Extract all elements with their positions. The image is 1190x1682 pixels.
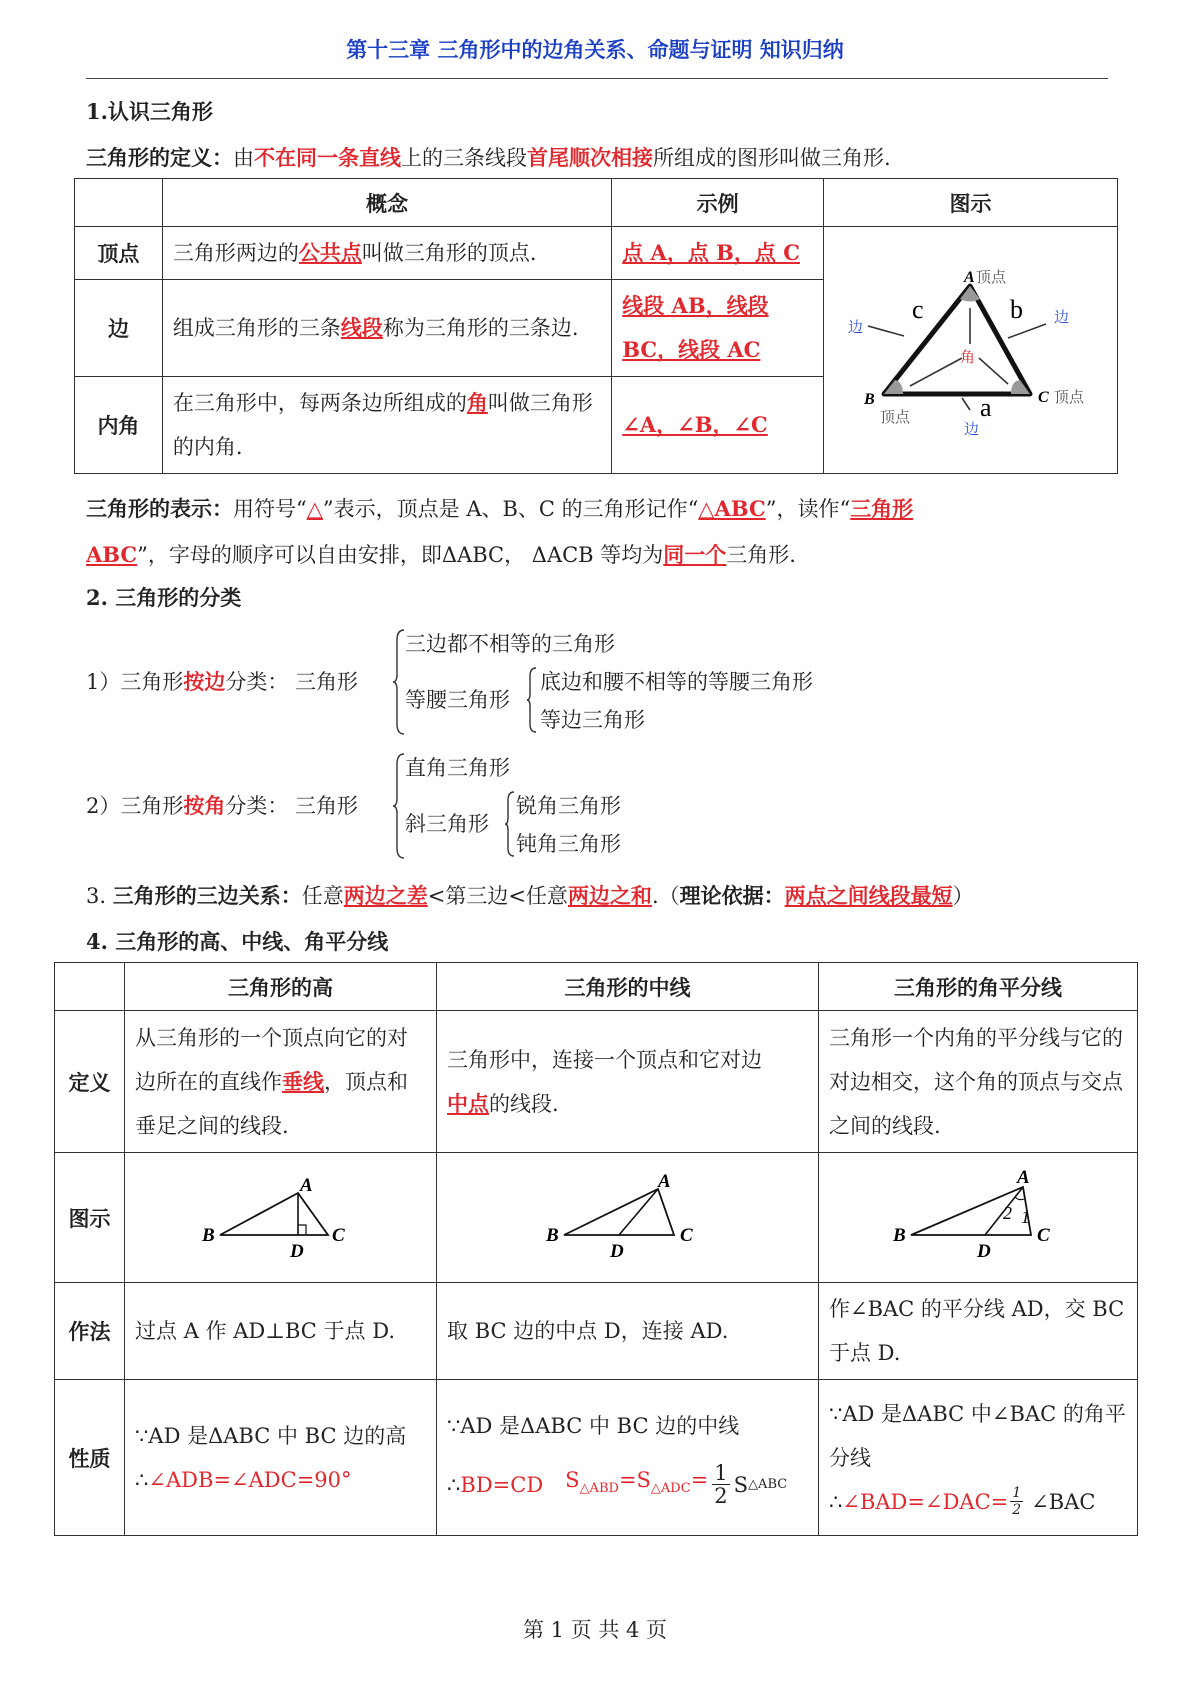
median-area-eq2: = [690, 1467, 709, 1492]
section-2-heading-text: 2. 三角形的分类 [86, 585, 242, 610]
special-table-corner [55, 963, 125, 1011]
side-example-line-2: BC，线段 AC [622, 337, 761, 362]
vertex-concept-text: 三角形两边的 [172, 241, 299, 265]
bisector-property [818, 1380, 1137, 1536]
bisector-half-fraction [1010, 1485, 1023, 1518]
median-method: 取 BC 边的中点 D，连接 AD. [437, 1283, 819, 1380]
classify-sides-iso-unequal: 底边和腰不相等的等腰三角形 [540, 670, 813, 694]
bisector-prop-result: ∠BAD=∠DAC= [842, 1489, 1009, 1514]
bisector-fig-b: B [893, 1225, 907, 1246]
notation-text-5: 三角形. [726, 543, 796, 567]
side-example-line-1: 线段 AB，线段 [622, 293, 769, 318]
fig-side-a: a [980, 392, 993, 422]
section-4-heading [86, 926, 388, 956]
fig-edge-label-right: 边 [1054, 307, 1070, 326]
median-area-s2-sub: △ADC [650, 1481, 691, 1497]
vertex-concept [162, 227, 611, 280]
section-2-heading [86, 582, 241, 612]
median-header: 三角形的中线 [437, 963, 819, 1011]
classify-sides-isosceles: 等腰三角形 [405, 688, 510, 712]
notation-read-2: ABC [86, 542, 138, 567]
row-label-vertex: 顶点 [75, 227, 163, 280]
concept-table-corner [75, 179, 163, 227]
median-area-s3-sub: △ABC [748, 1476, 788, 1492]
bisector-fig-a: A [1017, 1167, 1031, 1188]
classify-angles-right: 直角三角形 [405, 756, 510, 780]
side-concept-text: 组成三角形的三条 [172, 316, 341, 340]
definition-key-1: 不在同一条直线 [254, 145, 401, 170]
definition-text-3: 所组成的图形叫做三角形. [653, 146, 891, 170]
section-3-basis-label: 理论依据： [679, 883, 785, 908]
altitude-def-key: 垂线 [282, 1068, 325, 1094]
section-3-sum: 两边之和 [567, 883, 652, 908]
section-3-three-sides [86, 880, 974, 910]
fig-side-c: c [912, 294, 925, 324]
median-prop-area [565, 1460, 708, 1509]
bisector-half-num: 1 [1012, 1485, 1022, 1501]
page-number: 第 1 页 共 4 页 [522, 1618, 668, 1642]
brace-angles-outer [392, 752, 406, 860]
median-fig-b: B [545, 1225, 559, 1246]
bisector-half-den: 2 [1012, 1502, 1022, 1518]
median-half-fraction [712, 1462, 729, 1507]
altitude-prop-line-1: ∵AD 是ΔABC 中 BC 边的高 [135, 1423, 407, 1448]
median-fig-a: A [657, 1171, 671, 1192]
median-prop-therefore: ∴ [447, 1472, 461, 1497]
brace-sides-inner [526, 666, 538, 734]
altitude-fig-d: D [289, 1241, 304, 1262]
bisector-prop-therefore: ∴ [828, 1489, 843, 1514]
header-rule [86, 78, 1108, 79]
section-3-difference: 两边之差 [343, 883, 428, 908]
median-definition [437, 1011, 819, 1153]
angle-example-text: ∠A，∠B，∠C [622, 412, 768, 437]
altitude-property [125, 1380, 437, 1536]
fig-vertex-a: A [964, 268, 976, 286]
special-lines-table [54, 962, 1138, 1536]
altitude-header: 三角形的高 [125, 963, 437, 1011]
row-label-angle: 内角 [75, 377, 163, 474]
classify-sides-equilateral: 等边三角形 [540, 708, 645, 732]
section-3-text-3: .（ [651, 884, 680, 908]
triangle-notation [86, 486, 1116, 578]
altitude-definition [125, 1011, 437, 1153]
classify-angles-key: 按角 [183, 793, 226, 818]
triangle-figure-cell [823, 227, 1117, 474]
angle-example [612, 377, 824, 474]
altitude-figure [126, 1153, 436, 1277]
angle-concept [162, 377, 611, 474]
median-property [437, 1380, 819, 1536]
fig-vertex-b: B [864, 390, 876, 408]
altitude-fig-c: C [331, 1225, 345, 1246]
section-3-text-4: ） [952, 884, 974, 908]
section-3-text-2: <第三边<任意 [427, 884, 568, 908]
concept-table [74, 178, 1118, 474]
median-prop-result: BD=CD [460, 1472, 544, 1497]
bisector-fig-c: C [1037, 1225, 1051, 1246]
classify-angles-oblique: 斜三角形 [405, 812, 489, 836]
median-def-text: 三角形中，连接一个顶点和它对边 [447, 1047, 763, 1072]
median-def-key: 中点 [447, 1090, 490, 1116]
notation-read-1: 三角形 [850, 496, 914, 521]
notation-same: 同一个 [663, 542, 727, 567]
bisector-fig-angle-1: 1 [1021, 1207, 1031, 1227]
bisector-fig-d: D [977, 1241, 992, 1262]
brace-sides-outer [392, 628, 406, 736]
fig-angle-label: 角 [960, 347, 976, 366]
altitude-fig-a: A [299, 1175, 313, 1196]
notation-label: 三角形的表示： [86, 496, 233, 521]
median-area-eq: =S [618, 1467, 651, 1492]
bisector-fig-angle-2: 2 [1003, 1203, 1013, 1223]
fig-edge-label-bottom: 边 [964, 419, 980, 438]
triangle-parts-figure [824, 230, 1116, 466]
median-prop-line-1: ∵AD 是ΔABC 中 BC 边的中线 [447, 1413, 740, 1438]
side-example [612, 280, 824, 377]
median-area-s1-sub: △ABD [579, 1481, 619, 1497]
row-label-definition: 定义 [55, 1011, 125, 1153]
example-header: 示例 [612, 179, 824, 227]
notation-text-1: 用符号“ [233, 497, 307, 521]
notation-text-4: ”，字母的顺序可以自由安排，即ΔABC， ΔACB 等均为 [137, 543, 664, 567]
definition-key-2: 首尾顺次相接 [527, 145, 653, 170]
altitude-def-text: 从三角形的一个顶点向它的对边所在的直线作 [135, 1025, 409, 1094]
section-1-heading: 1.认识三角形 [86, 99, 213, 124]
section-3-text-1: 任意 [301, 884, 344, 908]
row-label-property: 性质 [55, 1380, 125, 1536]
classify-angles-suffix: 分类： 三角形 [225, 794, 359, 818]
classify-angles-prefix: 2）三角形 [86, 794, 184, 818]
classify-angles-acute: 锐角三角形 [516, 794, 621, 818]
fig-vertex-label-b: 顶点 [880, 407, 911, 426]
median-figure [438, 1153, 818, 1277]
median-area-s1: S [565, 1467, 580, 1492]
median-fig-d: D [609, 1241, 624, 1262]
definition-text-1: 由 [233, 146, 254, 170]
classify-angles-obtuse: 钝角三角形 [516, 832, 621, 856]
section-3-number: 3. [86, 884, 107, 908]
altitude-figure-cell [125, 1153, 437, 1283]
median-area-s3: S [733, 1472, 749, 1497]
fig-edge-label-left: 边 [848, 317, 864, 336]
altitude-method: 过点 A 作 AD⊥BC 于点 D. [125, 1283, 437, 1380]
definition-label: 三角形的定义： [86, 145, 233, 170]
altitude-fig-b: B [201, 1225, 215, 1246]
bisector-figure-cell [818, 1153, 1137, 1283]
fig-vertex-c: C [1038, 388, 1050, 406]
bisector-definition: 三角形一个内角的平分线与它的对边相交，这个角的顶点与交点之间的线段. [818, 1011, 1137, 1153]
median-half-num: 1 [714, 1461, 728, 1485]
vertex-concept-key: 公共点 [298, 240, 362, 265]
median-half-den: 2 [714, 1484, 728, 1508]
vertex-example [612, 227, 824, 280]
side-concept-text-2: 称为三角形的三条边. [382, 316, 579, 340]
median-figure-cell [437, 1153, 819, 1283]
row-label-method: 作法 [55, 1283, 125, 1380]
side-concept-key: 线段 [340, 315, 383, 340]
notation-text-2: ”表示，顶点是 A、B、C 的三角形记作“ [322, 497, 699, 521]
triangle-definition [86, 142, 891, 172]
classify-sides-suffix: 分类： 三角形 [225, 670, 359, 694]
page-title: 第十三章 三角形中的边角关系、命题与证明 知识归纳 [346, 38, 844, 62]
classify-by-angles [86, 790, 358, 820]
altitude-prop-therefore: ∴ [135, 1467, 149, 1492]
altitude-def-text-2: ，顶点和垂足之间的线段. [135, 1069, 409, 1138]
notation-symbol: △ [306, 496, 323, 521]
concept-header: 概念 [162, 179, 611, 227]
brace-angles-inner [504, 790, 516, 858]
classify-sides-scalene: 三边都不相等的三角形 [405, 632, 615, 656]
fig-vertex-label-a: 顶点 [976, 267, 1007, 286]
altitude-prop-result: ∠ADB=∠ADC=90° [148, 1467, 352, 1492]
fig-vertex-label-c: 顶点 [1054, 387, 1085, 406]
bisector-figure [819, 1153, 1136, 1277]
section-3-label: 三角形的三边关系： [112, 883, 302, 908]
classify-by-sides [86, 666, 358, 696]
median-fig-c: C [679, 1225, 693, 1246]
angle-concept-text: 在三角形中，每两条边所组成的 [172, 391, 467, 415]
section-3-basis: 两点之间线段最短 [784, 883, 953, 908]
section-4-heading-text: 4. 三角形的高、中线、角平分线 [86, 929, 389, 954]
side-concept [162, 280, 611, 377]
row-label-side: 边 [75, 280, 163, 377]
row-label-figure: 图示 [55, 1153, 125, 1283]
angle-concept-key: 角 [466, 390, 488, 415]
vertex-example-text: 点 A，点 B，点 C [622, 240, 800, 265]
figure-header: 图示 [823, 179, 1117, 227]
definition-text-2: 上的三条线段 [401, 146, 527, 170]
classify-sides-prefix: 1）三角形 [86, 670, 184, 694]
bisector-method: 作∠BAC 的平分线 AD，交 BC 于点 D. [818, 1283, 1137, 1380]
median-def-text-2: 的线段. [489, 1091, 559, 1116]
bisector-header: 三角形的角平分线 [818, 963, 1137, 1011]
fig-side-b: b [1010, 294, 1024, 324]
angle-concept-text-2: 叫做三角形的内角. [172, 391, 593, 459]
bisector-prop-line-1: ∵AD 是ΔABC 中∠BAC 的角平分线 [828, 1401, 1126, 1470]
notation-text-3: ”，读作“ [765, 497, 851, 521]
bisector-prop-tail: ∠BAC [1031, 1489, 1096, 1514]
vertex-concept-text-2: 叫做三角形的顶点. [361, 241, 537, 265]
notation-written: △ABC [698, 496, 766, 521]
classify-sides-key: 按边 [183, 669, 226, 694]
